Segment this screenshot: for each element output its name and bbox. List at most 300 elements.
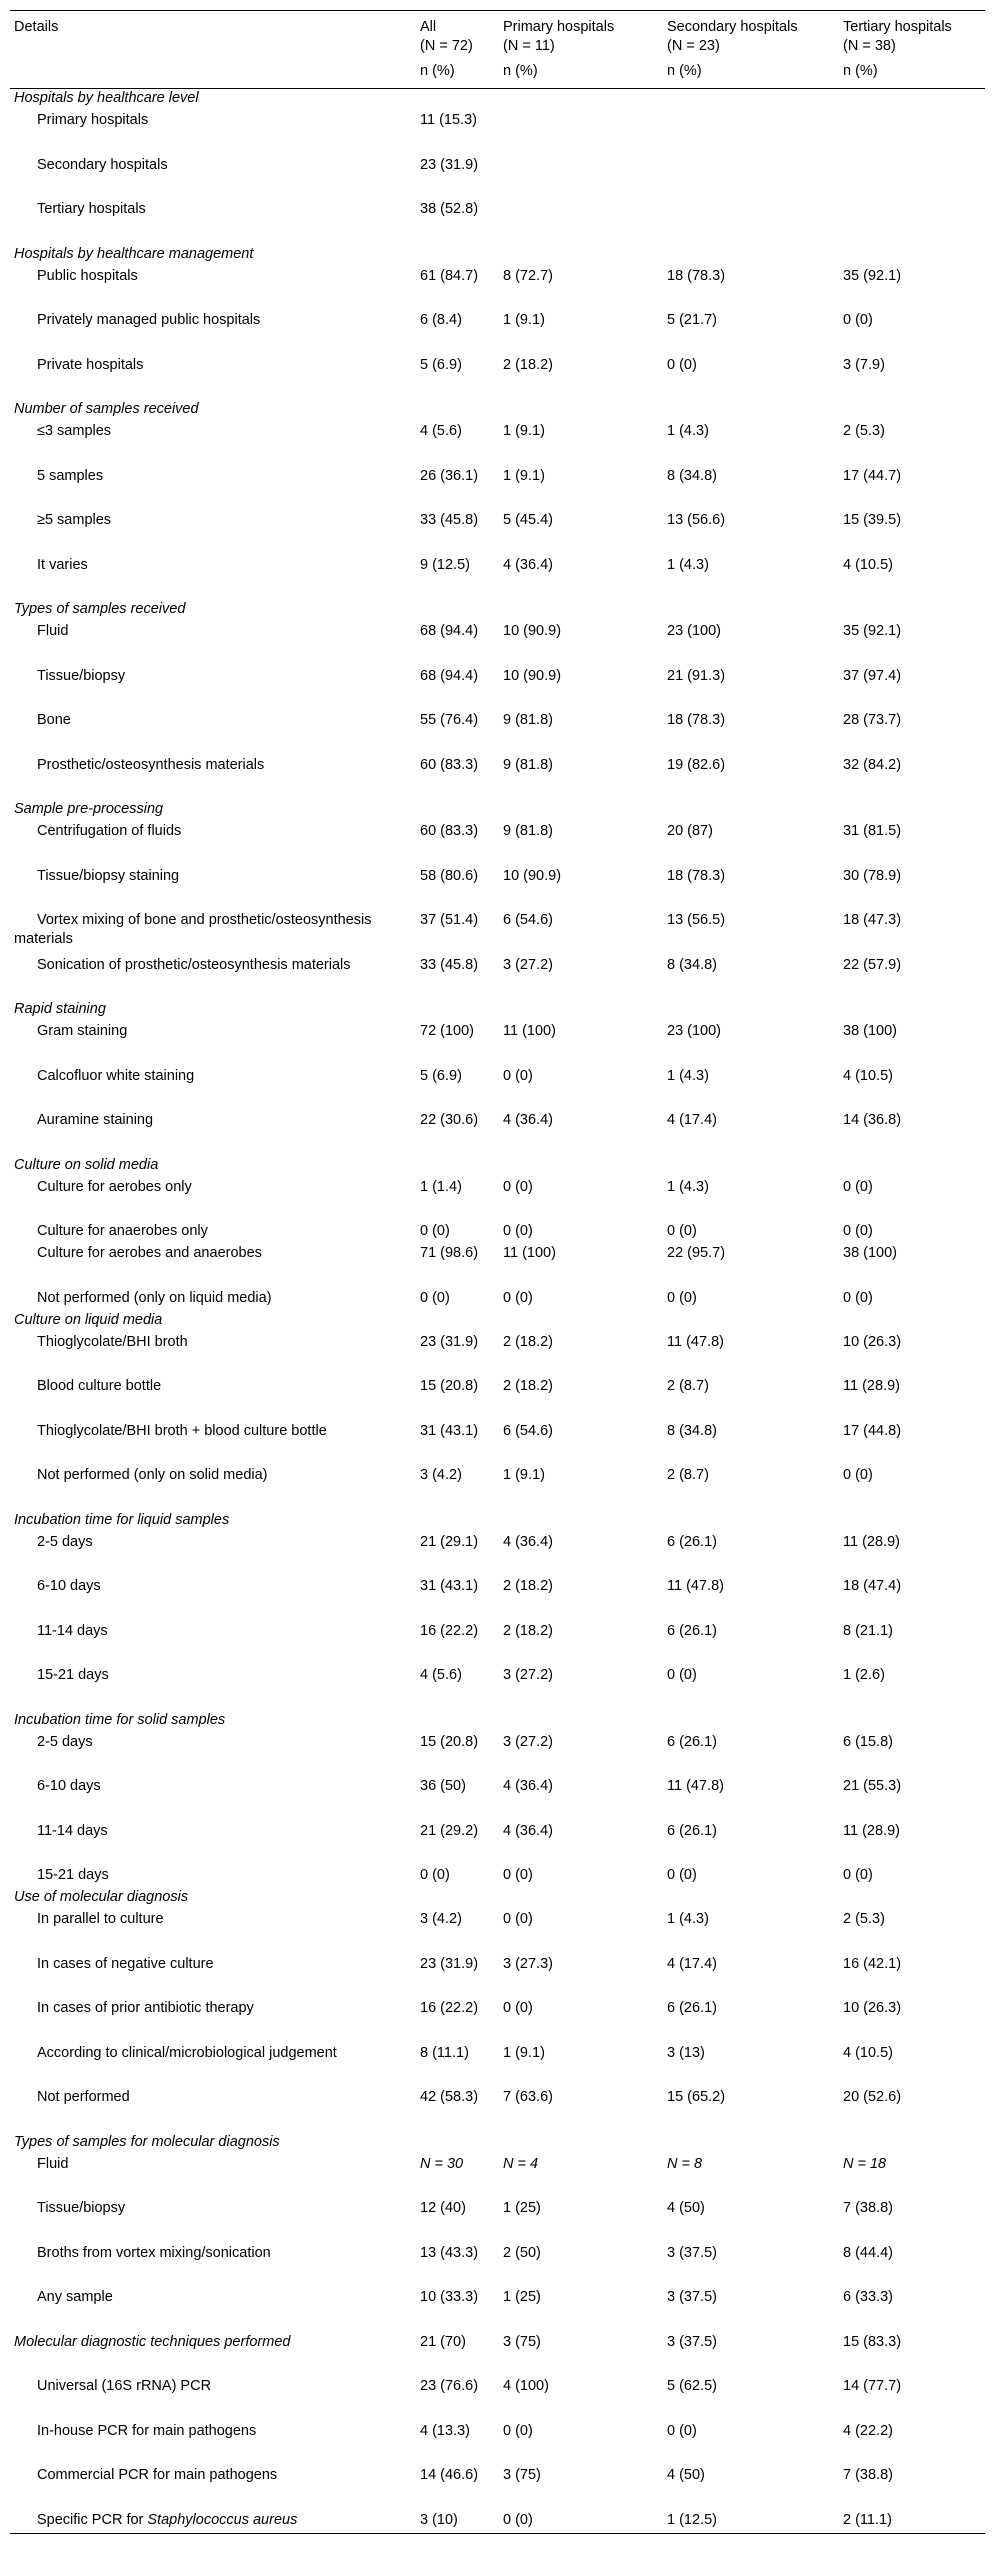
section-primary-cell (499, 245, 663, 267)
row-label (10, 311, 416, 356)
row-label-text: In cases of prior antibiotic therapy (37, 2000, 254, 2016)
cell-primary: 4 (36.4) (503, 1112, 553, 1128)
section-primary-cell: 3 (75) (503, 2333, 541, 2350)
cell-tertiary: 11 (28.9) (843, 1533, 900, 1550)
row-label (10, 2422, 416, 2467)
row-label (10, 156, 416, 201)
cell-all: 38 (52.8) (420, 201, 479, 217)
cell-value: N = 18 (843, 2155, 887, 2172)
cell-primary: 1 (25) (503, 2289, 541, 2305)
cell-primary (499, 156, 663, 201)
cell-primary: 0 (0) (503, 1223, 533, 1239)
row-label (10, 1178, 416, 1223)
row-label-text: Thioglycolate/BHI broth + blood culture bottle (37, 1422, 327, 1439)
table-row (10, 556, 985, 601)
row-label-italic: Staphylococcus aureus (147, 2511, 298, 2528)
cell-tertiary: 0 (0) (843, 1178, 873, 1195)
row-label (10, 622, 416, 667)
row-label (10, 2511, 416, 2534)
cell-tertiary: 4 (10.5) (843, 556, 893, 573)
row-label (10, 1577, 416, 1622)
row-label-text: Tissue/biopsy (37, 2200, 126, 2216)
cell-tertiary: 31 (81.5) (843, 823, 902, 839)
cell-tertiary: 0 (0) (843, 1467, 873, 1483)
header-tertiary: Tertiary hospitals (N = 38) (843, 19, 952, 54)
cell-all: 16 (22.2) (420, 1622, 479, 1639)
cell-tertiary: 18 (47.3) (843, 912, 902, 928)
cell-primary: 10 (90.9) (503, 623, 562, 639)
cell-tertiary: 14 (77.7) (843, 2378, 902, 2394)
table-row (10, 111, 985, 156)
row-label (10, 2044, 416, 2089)
cell-all: 9 (12.5) (420, 556, 470, 573)
cell-all: 8 (11.1) (420, 2044, 469, 2061)
section-primary-cell (499, 1311, 663, 1333)
section-tertiary-cell (839, 2133, 985, 2155)
row-label (10, 1377, 416, 1422)
cell-tertiary: 30 (78.9) (843, 867, 902, 884)
cell-primary: 7 (63.6) (503, 2089, 553, 2105)
cell-primary: 3 (75) (503, 2467, 541, 2483)
cell-all: 23 (76.6) (420, 2378, 479, 2394)
cell-tertiary: 32 (84.2) (843, 756, 902, 773)
table-row (10, 156, 985, 201)
cell-all: 71 (98.6) (420, 1245, 479, 1261)
cell-primary: 2 (50) (503, 2244, 541, 2261)
table-row (10, 1955, 985, 2000)
cell-all: 0 (0) (420, 1289, 450, 1306)
cell-secondary: 1 (4.3) (667, 556, 709, 573)
cell-primary: 6 (54.6) (503, 1422, 553, 1439)
table-row (10, 1622, 985, 1667)
section-title: Types of samples for molecular diagnosis (14, 2133, 280, 2150)
cell-all: 6 (8.4) (420, 312, 462, 328)
row-label-text: Culture for anaerobes only (37, 1223, 208, 1239)
section-primary-cell (499, 2133, 663, 2155)
cell-secondary: 0 (0) (667, 1223, 697, 1239)
row-label-text: Public hospitals (37, 267, 138, 284)
cell-primary: 6 (54.6) (503, 912, 553, 928)
cell-secondary: 4 (50) (667, 2467, 705, 2483)
cell-all: 68 (94.4) (420, 623, 479, 639)
cell-value: N = 30 (420, 2155, 464, 2172)
cell-secondary: 23 (100) (667, 623, 722, 639)
cell-all: 61 (84.7) (420, 267, 479, 284)
table-row (10, 756, 985, 801)
row-label-text: 11-14 days (37, 1622, 108, 1639)
table-row (10, 622, 985, 667)
row-label-text: Thioglycolate/BHI broth (37, 1333, 188, 1350)
cell-all: 10 (33.3) (420, 2289, 479, 2305)
section-tertiary-cell (839, 1156, 985, 1178)
cell-primary: 11 (100) (503, 1245, 556, 1261)
section-title: Hospitals by healthcare level (14, 90, 199, 106)
row-label (10, 1533, 416, 1578)
cell-primary: 3 (27.2) (503, 1733, 553, 1750)
row-label-text: Universal (16S rRNA) PCR (37, 2378, 212, 2394)
table-row (10, 1466, 985, 1511)
row-label (10, 1333, 416, 1378)
cell-tertiary: 11 (28.9) (843, 1378, 900, 1394)
cell-all: 0 (0) (420, 1223, 450, 1239)
cell-all: 33 (45.8) (420, 956, 479, 973)
cell-secondary: 18 (78.3) (667, 267, 726, 284)
header-secondary: Secondary hospitals (N = 23) (667, 19, 798, 54)
cell-tertiary: 3 (7.9) (843, 356, 885, 373)
cell-tertiary: 2 (5.3) (843, 423, 885, 439)
cell-secondary: 4 (17.4) (667, 1955, 717, 1972)
units-primary: n (%) (503, 63, 538, 79)
cell-tertiary (839, 156, 985, 201)
cell-secondary: 21 (91.3) (667, 667, 726, 684)
cell-secondary: 3 (37.5) (667, 2244, 717, 2261)
row-label (10, 2377, 416, 2422)
section-primary-cell (499, 400, 663, 422)
cell-secondary: 11 (47.8) (667, 1578, 724, 1594)
table-row (10, 2155, 985, 2200)
cell-all: 5 (6.9) (420, 1067, 462, 1084)
cell-all: 3 (10) (420, 2511, 458, 2528)
units-secondary: n (%) (667, 63, 702, 79)
cell-primary: 10 (90.9) (503, 667, 562, 684)
cell-primary (499, 2155, 663, 2200)
header-blank (10, 62, 416, 89)
row-label-text: Specific PCR for (37, 2511, 148, 2528)
row-label (10, 2155, 416, 2200)
cell-secondary: 0 (0) (667, 356, 697, 373)
section-all-cell (416, 2133, 499, 2155)
cell-primary: 1 (9.1) (503, 1467, 545, 1483)
table-row (10, 200, 985, 245)
cell-primary: 2 (18.2) (503, 1333, 553, 1350)
section-primary-cell (499, 89, 663, 112)
cell-tertiary: 0 (0) (843, 312, 873, 328)
cell-tertiary (839, 111, 985, 156)
section-title: Rapid staining (14, 1001, 106, 1017)
table-row (10, 1178, 985, 1223)
row-label-text: 5 samples (37, 467, 104, 484)
cell-primary: 9 (81.8) (503, 712, 553, 728)
section-row (10, 245, 985, 267)
row-label-text: Not performed (only on solid media) (37, 1467, 268, 1483)
section-primary-cell (499, 600, 663, 622)
cell-primary: 3 (27.2) (503, 956, 553, 973)
cell-value: N = 8 (667, 2155, 703, 2172)
cell-primary (499, 200, 663, 245)
hospital-survey-table (10, 10, 985, 2534)
section-tertiary-cell (839, 800, 985, 822)
cell-all: 15 (20.8) (420, 1733, 479, 1750)
section-row (10, 1311, 985, 1333)
section-row (10, 1888, 985, 1910)
cell-primary: 4 (100) (503, 2378, 549, 2394)
row-label (10, 1822, 416, 1867)
row-label (10, 867, 416, 912)
cell-tertiary: 11 (28.9) (843, 1822, 900, 1839)
cell-primary: 0 (0) (503, 1178, 533, 1195)
cell-secondary: 3 (13) (667, 2044, 705, 2061)
cell-primary: 4 (36.4) (503, 1822, 553, 1839)
cell-primary: 11 (100) (503, 1023, 556, 1039)
row-label-text: 6-10 days (37, 1778, 101, 1794)
header-units-row (10, 62, 985, 89)
cell-all: 23 (31.9) (420, 1955, 479, 1972)
cell-all: 33 (45.8) (420, 512, 479, 528)
cell-all: 11 (15.3) (420, 112, 477, 128)
cell-tertiary: 17 (44.8) (843, 1422, 902, 1439)
row-label (10, 1111, 416, 1156)
table-row (10, 511, 985, 556)
row-label (10, 756, 416, 801)
row-label (10, 1666, 416, 1711)
section-secondary-cell (663, 1711, 839, 1733)
section-primary-cell (499, 1888, 663, 1910)
section-all-cell (416, 800, 499, 822)
section-secondary-cell (663, 800, 839, 822)
row-label (10, 356, 416, 401)
table-row (10, 1666, 985, 1711)
cell-secondary: 0 (0) (667, 1667, 697, 1683)
cell-tertiary: 7 (38.8) (843, 2467, 893, 2483)
table-row (10, 267, 985, 312)
section-row (10, 400, 985, 422)
section-tertiary-cell (839, 89, 985, 112)
cell-primary: 0 (0) (503, 2422, 533, 2439)
section-row (10, 1711, 985, 1733)
row-label-text: Fluid (37, 2155, 69, 2172)
cell-tertiary: 14 (36.8) (843, 1112, 902, 1128)
cell-primary: 4 (36.4) (503, 1778, 553, 1794)
cell-all: 68 (94.4) (420, 667, 479, 684)
cell-secondary: 6 (26.1) (667, 1622, 717, 1639)
row-label-text: Centrifugation of fluids (37, 823, 182, 839)
table-row (10, 911, 985, 956)
cell-secondary: 1 (12.5) (667, 2511, 717, 2528)
row-label-text: Gram staining (37, 1023, 128, 1039)
cell-secondary: 8 (34.8) (667, 1422, 717, 1439)
cell-tertiary: 2 (5.3) (843, 1911, 885, 1927)
row-label (10, 467, 416, 512)
section-title: Culture on liquid media (14, 1311, 163, 1328)
row-label (10, 111, 416, 156)
cell-value: N = 4 (503, 2155, 539, 2172)
row-label (10, 2288, 416, 2333)
cell-primary: 3 (27.2) (503, 1667, 553, 1683)
row-label-text: Tertiary hospitals (37, 201, 146, 217)
table-row (10, 422, 985, 467)
row-label-text: Prosthetic/osteosynthesis materials (37, 756, 265, 773)
section-title: Use of molecular diagnosis (14, 1889, 189, 1905)
table-row (10, 1777, 985, 1822)
table-row (10, 356, 985, 401)
row-label (10, 1289, 416, 1311)
table-row (10, 1822, 985, 1867)
row-label-text: It varies (37, 556, 88, 573)
cell-secondary: 11 (47.8) (667, 1778, 724, 1794)
cell-primary: 9 (81.8) (503, 823, 553, 839)
row-label-text: 2-5 days (37, 1733, 93, 1750)
header-all: All (N = 72) (420, 19, 473, 54)
cell-primary: 2 (18.2) (503, 356, 553, 373)
cell-tertiary: 28 (73.7) (843, 712, 902, 728)
row-label (10, 1777, 416, 1822)
table-row (10, 2422, 985, 2467)
table-row (10, 822, 985, 867)
section-row (10, 800, 985, 822)
row-label-text: Private hospitals (37, 356, 144, 373)
row-label (10, 1955, 416, 2000)
cell-tertiary: 15 (39.5) (843, 512, 902, 528)
cell-all: 16 (22.2) (420, 2000, 479, 2016)
table-row (10, 711, 985, 756)
cell-secondary: 19 (82.6) (667, 756, 726, 773)
cell-primary: 0 (0) (503, 2511, 533, 2528)
section-row (10, 89, 985, 112)
cell-primary: 0 (0) (503, 1289, 533, 1306)
row-label-text: Culture for aerobes and anaerobes (37, 1245, 262, 1261)
section-all-cell (416, 1711, 499, 1733)
row-label-text: ≥5 samples (37, 512, 112, 528)
cell-all: 23 (31.9) (420, 1333, 479, 1350)
row-label (10, 1022, 416, 1067)
section-primary-cell (499, 1711, 663, 1733)
cell-all: 15 (20.8) (420, 1378, 479, 1394)
cell-secondary: 4 (17.4) (667, 1112, 717, 1128)
section-primary-cell (499, 800, 663, 822)
row-label (10, 1067, 416, 1112)
cell-secondary: 1 (4.3) (667, 423, 709, 439)
row-label (10, 1910, 416, 1955)
cell-tertiary: 4 (10.5) (843, 1067, 893, 1084)
cell-tertiary: 6 (33.3) (843, 2289, 893, 2305)
cell-secondary: 22 (95.7) (667, 1245, 726, 1261)
row-label-text: 2-5 days (37, 1533, 93, 1550)
section-row (10, 1156, 985, 1178)
table-row (10, 1910, 985, 1955)
cell-all: 13 (43.3) (420, 2244, 479, 2261)
row-label-text: In-house PCR for main pathogens (37, 2422, 257, 2439)
table-row (10, 467, 985, 512)
table-row (10, 956, 985, 1001)
table-row (10, 2466, 985, 2511)
row-label-text: In parallel to culture (37, 1911, 164, 1927)
section-tertiary-cell (839, 1311, 985, 1333)
row-label-text: Tissue/biopsy staining (37, 867, 180, 884)
row-label (10, 711, 416, 756)
row-label (10, 511, 416, 556)
cell-all: 22 (30.6) (420, 1112, 479, 1128)
row-label-text: Culture for aerobes only (37, 1178, 192, 1195)
cell-secondary (663, 200, 839, 245)
row-label (10, 1244, 416, 1289)
row-label-text: Blood culture bottle (37, 1378, 162, 1394)
cell-tertiary: 0 (0) (843, 1223, 873, 1239)
table-row (10, 311, 985, 356)
cell-primary: 0 (0) (503, 1067, 533, 1084)
cell-all: 5 (6.9) (420, 356, 462, 373)
cell-secondary: 4 (50) (667, 2200, 705, 2216)
table-row (10, 2088, 985, 2133)
section-all-cell (416, 245, 499, 267)
header-row (10, 11, 985, 63)
table-row (10, 2377, 985, 2422)
cell-primary: 1 (25) (503, 2200, 541, 2216)
table-row (10, 1222, 985, 1244)
section-secondary-cell (663, 400, 839, 422)
cell-tertiary (839, 200, 985, 245)
cell-all: 58 (80.6) (420, 867, 479, 884)
header-details: Details (14, 19, 59, 35)
cell-secondary: 5 (62.5) (667, 2378, 717, 2394)
section-tertiary-cell (839, 1888, 985, 1910)
section-title: Number of samples received (14, 401, 199, 417)
cell-tertiary: 1 (2.6) (843, 1667, 885, 1683)
cell-tertiary: 6 (15.8) (843, 1733, 893, 1750)
cell-secondary: 0 (0) (667, 1289, 697, 1306)
section-tertiary-cell (839, 600, 985, 622)
cell-primary: 0 (0) (503, 1867, 533, 1883)
cell-tertiary: 21 (55.3) (843, 1778, 902, 1794)
row-label (10, 1466, 416, 1511)
cell-tertiary: 20 (52.6) (843, 2089, 902, 2105)
row-label-text: Not performed (37, 2089, 130, 2105)
cell-secondary (663, 2155, 839, 2200)
cell-tertiary: 2 (11.1) (843, 2511, 892, 2528)
section-tertiary-cell (839, 1711, 985, 1733)
section-tertiary-cell (839, 1511, 985, 1533)
table-row (10, 1022, 985, 1067)
row-label-text: In cases of negative culture (37, 1955, 214, 1972)
cell-tertiary: 38 (100) (843, 1245, 898, 1261)
cell-tertiary: 7 (38.8) (843, 2200, 893, 2216)
cell-secondary: 3 (37.5) (667, 2289, 717, 2305)
row-label-text: 11-14 days (37, 1822, 108, 1839)
cell-secondary: 18 (78.3) (667, 867, 726, 884)
section-row (10, 600, 985, 622)
cell-tertiary: 35 (92.1) (843, 623, 902, 639)
row-label (10, 267, 416, 312)
row-label-text: Privately managed public hospitals (37, 312, 261, 328)
cell-secondary: 6 (26.1) (667, 2000, 717, 2016)
section-title: Types of samples received (14, 601, 186, 617)
cell-primary: 8 (72.7) (503, 267, 553, 284)
section-all-cell (416, 1311, 499, 1333)
cell-primary: 10 (90.9) (503, 867, 562, 884)
section-primary-cell (499, 1156, 663, 1178)
cell-tertiary: 4 (22.2) (843, 2422, 893, 2439)
row-label (10, 200, 416, 245)
section-secondary-cell (663, 1156, 839, 1178)
row-label-text: Vortex mixing of bone and prosthetic/osteosynthesis materials (14, 912, 372, 947)
row-label-text: Secondary hospitals (37, 156, 168, 173)
cell-primary: 1 (9.1) (503, 423, 545, 439)
table-body (10, 89, 985, 2534)
section-title: Hospitals by healthcare management (14, 245, 254, 262)
cell-secondary: 15 (65.2) (667, 2089, 726, 2105)
row-label (10, 1422, 416, 1467)
row-label-text: Any sample (37, 2289, 113, 2305)
cell-secondary: 0 (0) (667, 1867, 697, 1883)
section-all-cell (416, 1888, 499, 1910)
section-secondary-cell (663, 1000, 839, 1022)
cell-all: 42 (58.3) (420, 2089, 479, 2105)
row-label-text: Commercial PCR for main pathogens (37, 2467, 278, 2483)
cell-secondary: 5 (21.7) (667, 312, 717, 328)
section-all-cell (416, 600, 499, 622)
cell-tertiary: 37 (97.4) (843, 667, 902, 684)
cell-secondary: 18 (78.3) (667, 712, 726, 728)
cell-secondary: 13 (56.5) (667, 912, 726, 928)
